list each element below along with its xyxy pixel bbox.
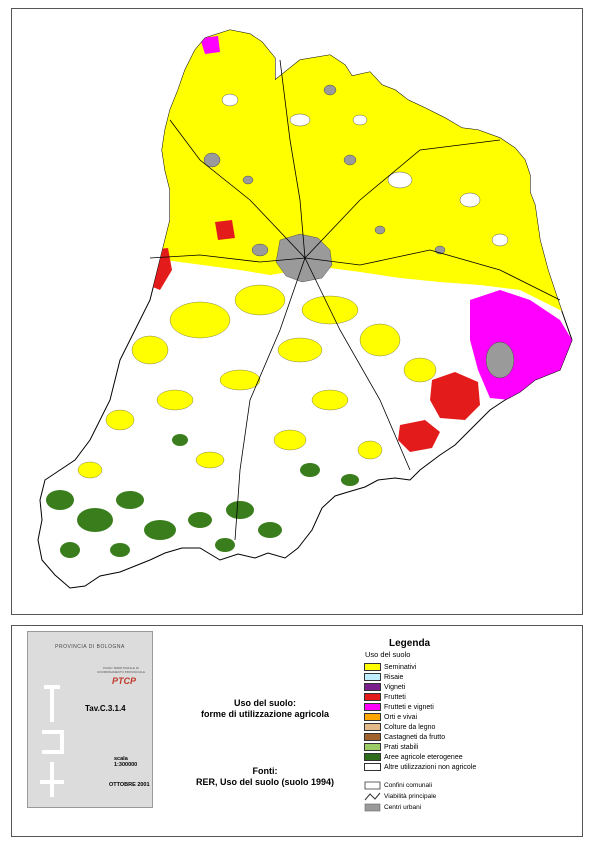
legend-title: Legenda: [389, 638, 431, 649]
legend-label: Vigneti: [384, 683, 406, 691]
cover-card: [27, 631, 153, 808]
legend-extra-label: Centri urbani: [384, 804, 422, 811]
legend-item: [364, 712, 569, 722]
legend-label: Colture da legno: [384, 723, 436, 731]
legend-extra-item: [364, 802, 569, 813]
source-line2: RER, Uso del suolo (suolo 1994): [195, 777, 335, 787]
legend-extra-label: Viabilità principale: [384, 793, 437, 800]
legend-extra: [364, 780, 569, 813]
legend-subtitle: Uso del suolo: [365, 650, 411, 659]
legend-item: [364, 682, 569, 692]
legend-label: Risaie: [384, 673, 404, 681]
legend-item: [364, 672, 569, 682]
boundary-icon: [364, 781, 381, 790]
legend-label: Altre utilizzazioni non agricole: [384, 763, 477, 771]
legend-item: [364, 752, 569, 762]
table-id: Tav.C.3.1.4: [85, 704, 126, 713]
legend-label: Aree agricole eterogenee: [384, 753, 463, 761]
legend-item: [364, 732, 569, 742]
legend-swatch: [364, 753, 381, 761]
legend-items: [364, 662, 569, 772]
legend-swatch: [364, 693, 381, 701]
legend-label: Frutteti e vigneti: [384, 703, 434, 711]
legend-label: Orti e vivai: [384, 713, 418, 721]
legend-swatch: [364, 713, 381, 721]
cover-province: PROVINCIA DI BOLOGNA: [55, 644, 125, 650]
legend-swatch: [364, 733, 381, 741]
legend: [364, 638, 569, 813]
ptcp-logo-icon: [32, 682, 82, 802]
legend-swatch: [364, 703, 381, 711]
legend-extra-item: [364, 791, 569, 802]
source-line1: Fonti:: [252, 766, 278, 776]
title-line1: Uso del suolo:: [233, 698, 296, 708]
map-title: [180, 698, 350, 720]
legend-swatch: [364, 673, 381, 681]
cover-small-text: PIANO TERRITORIALE DI COORDINAMENTO PROVINCIALE: [97, 666, 145, 674]
legend-item: [364, 722, 569, 732]
legend-label: Castagneti da frutto: [384, 733, 446, 741]
legend-item: [364, 692, 569, 702]
legend-swatch: [364, 683, 381, 691]
frutteti-area-center: [215, 220, 235, 240]
legend-item: [364, 702, 569, 712]
map-source: [180, 766, 350, 788]
legend-label: Frutteti: [384, 693, 406, 701]
urban-icon: [364, 803, 381, 812]
legend-item: [364, 742, 569, 752]
legend-label: Seminativi: [384, 663, 417, 671]
legend-item: [364, 762, 569, 772]
road-icon: [364, 792, 381, 801]
legend-swatch: [364, 743, 381, 751]
legend-swatch: [364, 663, 381, 671]
map-date: OTTOBRE 2001: [109, 782, 150, 788]
legend-extra-label: Confini comunali: [384, 782, 433, 789]
title-line2: forme di utilizzazione agricola: [200, 709, 330, 719]
legend-item: [364, 662, 569, 672]
legend-extra-item: [364, 780, 569, 791]
legend-label: Prati stabili: [384, 743, 419, 751]
legend-swatch: [364, 723, 381, 731]
map-scale: scala 1:300000: [114, 756, 138, 768]
cover-logo-text: PTCP: [112, 676, 137, 686]
legend-swatch: [364, 763, 381, 771]
